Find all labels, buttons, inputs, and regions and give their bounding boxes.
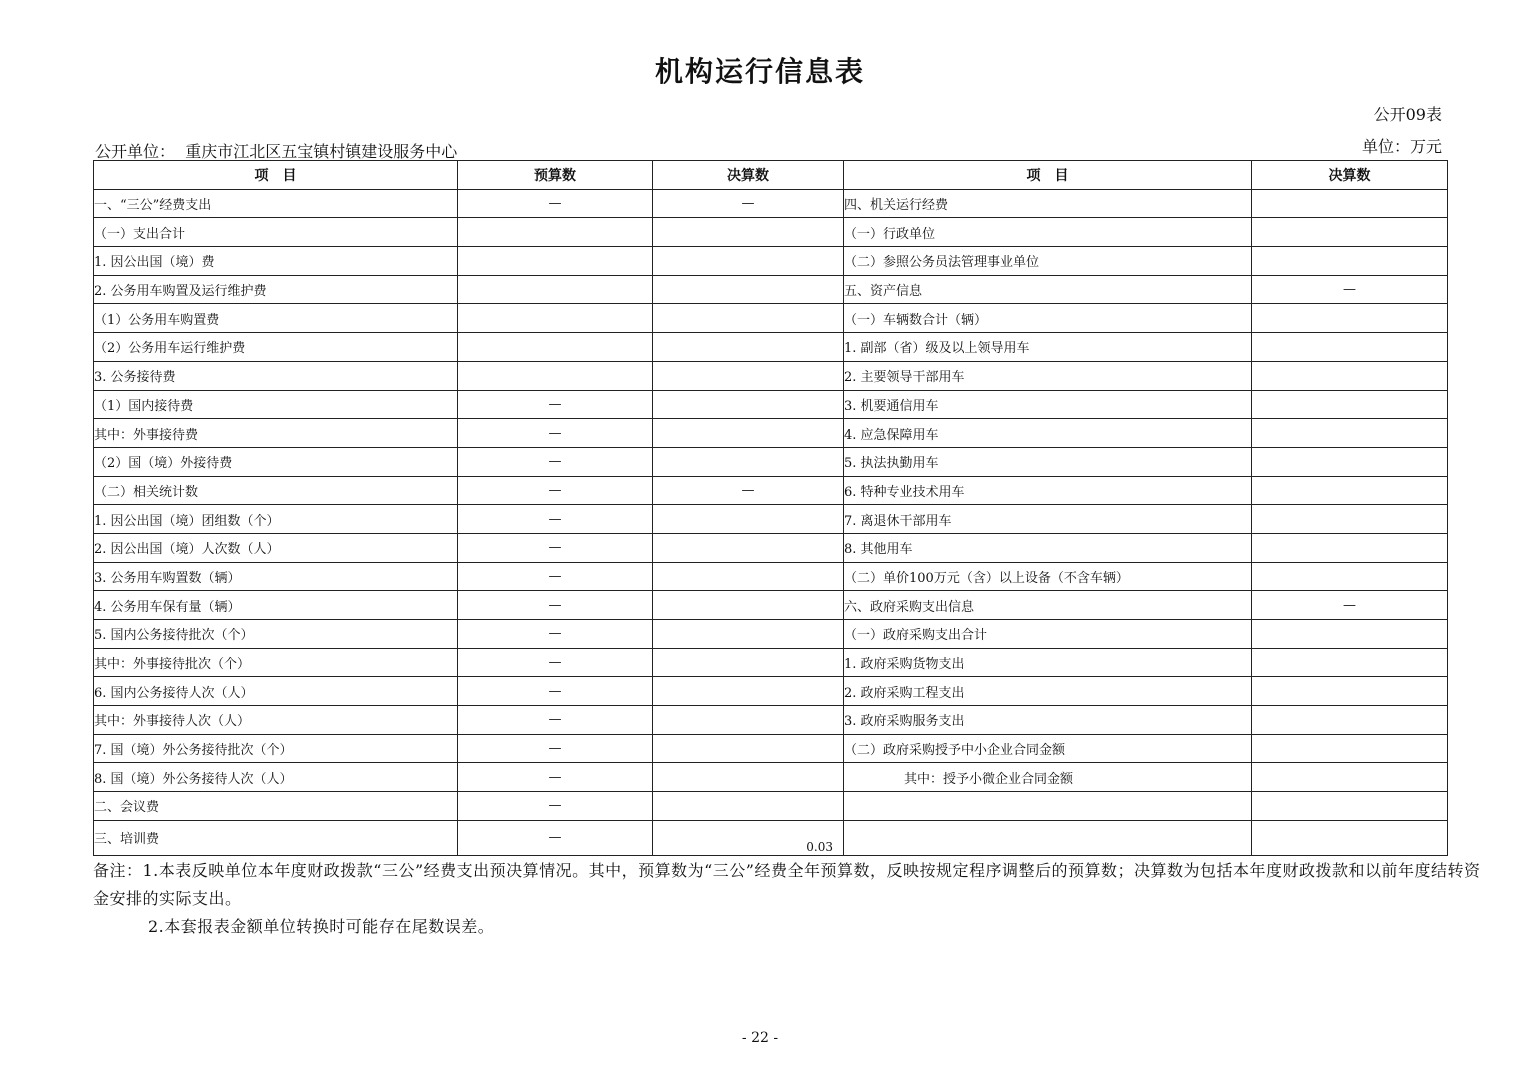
right-item: （二）单价100万元（含）以上设备（不含车辆） [844,562,1252,591]
header-budget: 预算数 [458,161,653,190]
final-cell [653,763,844,792]
budget-cell: — [458,390,653,419]
budget-cell: — [458,706,653,735]
right-item: 6. 特种专业技术用车 [844,476,1252,505]
page-title: 机构运行信息表 [654,55,865,88]
left-item: 5. 国内公务接待批次（个） [94,620,458,649]
budget-cell: — [458,189,653,218]
left-item: （2）国（境）外接待费 [94,447,458,476]
right-item: 7. 离退休干部用车 [844,505,1252,534]
table-row [94,562,1448,591]
table-row [94,247,1448,276]
org-label: 公开单位： [95,142,176,161]
final-cell [653,648,844,677]
right-final-cell [1252,562,1448,591]
final-cell [653,591,844,620]
right-item: 3. 政府采购服务支出 [844,706,1252,735]
right-final-cell [1252,706,1448,735]
budget-cell: — [458,734,653,763]
table-row [94,533,1448,562]
notes [93,857,1483,941]
left-item: 3. 公务用车购置数（辆） [94,562,458,591]
right-item: 1. 副部（省）级及以上领导用车 [844,333,1252,362]
right-final-cell [1252,533,1448,562]
table-row [94,275,1448,304]
left-item: （2）公务用车运行维护费 [94,333,458,362]
table-row [94,447,1448,476]
budget-cell: — [458,447,653,476]
right-item: 1. 政府采购货物支出 [844,648,1252,677]
right-item: （一）行政单位 [844,218,1252,247]
note-line-1: 备注：1.本表反映单位本年度财政拨款“三公”经费支出预决算情况。其中，预算数为“三公”经费全年预算数，反映按规定程序调整后的预算数；决算数为包括本年度财政拨款和以前年度结转资金安排的实际支出。 [93,861,1481,908]
final-cell [653,533,844,562]
final-cell [653,419,844,448]
table-row [94,734,1448,763]
table-row [94,304,1448,333]
left-item: 三、培训费 [94,820,458,855]
table-row [94,505,1448,534]
final-cell [653,677,844,706]
right-final-cell [1252,390,1448,419]
budget-cell: — [458,792,653,821]
left-item: 其中：外事接待人次（人） [94,706,458,735]
right-final-cell [1252,763,1448,792]
left-item: （一）支出合计 [94,218,458,247]
right-item: （二）参照公务员法管理事业单位 [844,247,1252,276]
left-item: （二）相关统计数 [94,476,458,505]
header-final: 决算数 [653,161,844,190]
publishing-unit [95,139,457,162]
table-row [94,706,1448,735]
final-cell [653,333,844,362]
table-row [94,820,1448,855]
right-final-cell [1252,505,1448,534]
header-right-final: 决算数 [1252,161,1448,190]
budget-cell: — [458,562,653,591]
table-row [94,390,1448,419]
right-item: （一）政府采购支出合计 [844,620,1252,649]
final-cell [653,505,844,534]
right-final-cell [1252,304,1448,333]
budget-cell [458,333,653,362]
left-item: 2. 公务用车购置及运行维护费 [94,275,458,304]
budget-cell: — [458,505,653,534]
final-cell [653,792,844,821]
left-item: 6. 国内公务接待人次（人） [94,677,458,706]
header-right-item: 项 目 [844,161,1252,190]
budget-cell: — [458,533,653,562]
right-final-cell [1252,820,1448,855]
final-cell [653,361,844,390]
final-cell: — [653,189,844,218]
right-final-cell [1252,218,1448,247]
right-item: 5. 执法执勤用车 [844,447,1252,476]
final-cell [653,562,844,591]
budget-cell [458,218,653,247]
left-item: 2. 因公出国（境）人次数（人） [94,533,458,562]
table-row [94,591,1448,620]
left-item: （1）公务用车购置费 [94,304,458,333]
page-number: - 22 - [741,1030,779,1046]
right-final-cell [1252,476,1448,505]
header-left-item: 项 目 [94,161,458,190]
budget-cell: — [458,476,653,505]
budget-cell: — [458,677,653,706]
left-item: 3. 公务接待费 [94,361,458,390]
left-item: （1）国内接待费 [94,390,458,419]
final-cell [653,734,844,763]
table-row [94,333,1448,362]
table-row [94,476,1448,505]
final-cell [653,247,844,276]
right-item: 8. 其他用车 [844,533,1252,562]
right-final-cell [1252,333,1448,362]
right-item: 六、政府采购支出信息 [844,591,1252,620]
budget-cell: — [458,820,653,855]
right-item: （二）政府采购授予中小企业合同金额 [844,734,1252,763]
final-cell [653,304,844,333]
final-cell [653,706,844,735]
right-final-cell [1252,792,1448,821]
right-final-cell [1252,648,1448,677]
table-row [94,763,1448,792]
final-cell: — [653,476,844,505]
right-final-cell: — [1252,591,1448,620]
left-item: 二、会议费 [94,792,458,821]
form-number: 公开09表 [1373,105,1442,124]
currency-unit: 单位：万元 [1361,137,1442,156]
institution-info-table [93,160,1448,856]
left-item: 1. 因公出国（境）费 [94,247,458,276]
right-item: 其中：授予小微企业合同金额 [844,763,1252,792]
budget-cell [458,304,653,333]
right-item: 2. 政府采购工程支出 [844,677,1252,706]
right-final-cell [1252,447,1448,476]
right-item: 五、资产信息 [844,275,1252,304]
right-item: 2. 主要领导干部用车 [844,361,1252,390]
final-cell [653,275,844,304]
right-item: 四、机关运行经费 [844,189,1252,218]
budget-cell: — [458,648,653,677]
budget-cell [458,275,653,304]
right-item: 3. 机要通信用车 [844,390,1252,419]
final-cell [653,390,844,419]
table-row [94,792,1448,821]
budget-cell: — [458,620,653,649]
final-value: 0.03 [806,839,833,854]
budget-cell: — [458,763,653,792]
right-item: 4. 应急保障用车 [844,419,1252,448]
left-item: 7. 国（境）外公务接待批次（个） [94,734,458,763]
right-item [844,792,1252,821]
note-line-2: 2.本套报表金额单位转换时可能存在尾数误差。 [148,917,495,936]
left-item: 其中：外事接待费 [94,419,458,448]
right-final-cell [1252,677,1448,706]
left-item: 其中：外事接待批次（个） [94,648,458,677]
left-item: 1. 因公出国（境）团组数（个） [94,505,458,534]
table-row [94,361,1448,390]
table-row [94,648,1448,677]
budget-cell: — [458,591,653,620]
right-final-cell [1252,734,1448,763]
right-final-cell [1252,247,1448,276]
right-final-cell: — [1252,275,1448,304]
table-header-row [94,161,1448,190]
left-item: 8. 国（境）外公务接待人次（人） [94,763,458,792]
budget-cell [458,247,653,276]
budget-cell [458,361,653,390]
table-row [94,419,1448,448]
table-row [94,677,1448,706]
table-row [94,189,1448,218]
right-item [844,820,1252,855]
right-final-cell [1252,620,1448,649]
final-cell [653,620,844,649]
final-cell [653,447,844,476]
right-final-cell [1252,361,1448,390]
left-item: 4. 公务用车保有量（辆） [94,591,458,620]
table-row [94,218,1448,247]
final-cell [653,820,844,855]
table-row [94,620,1448,649]
right-final-cell [1252,419,1448,448]
org-name: 重庆市江北区五宝镇村镇建设服务中心 [185,142,458,161]
left-item: 一、“三公”经费支出 [94,189,458,218]
budget-cell: — [458,419,653,448]
final-cell [653,218,844,247]
right-item: （一）车辆数合计（辆） [844,304,1252,333]
right-final-cell [1252,189,1448,218]
